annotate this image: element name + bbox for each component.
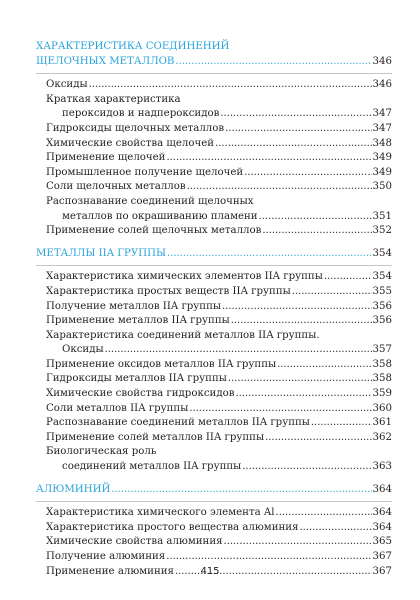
page-ref: 347 [372, 108, 392, 120]
dot-leader [222, 300, 372, 315]
page-ref: 359 [372, 388, 392, 400]
dot-leader [262, 224, 371, 239]
toc-entry[interactable] [36, 137, 392, 152]
entry-title: Применение металлов IIA группы [46, 315, 230, 327]
entry-title-line[interactable]: Распознавание соединений щелочных [46, 195, 254, 207]
dot-leader [105, 343, 372, 358]
toc-entry[interactable] [36, 122, 392, 137]
dot-leader [175, 55, 371, 70]
toc-entry[interactable] [36, 166, 392, 181]
entry-title: Соли металлов IIA группы [46, 402, 189, 414]
page-ref: 364 [372, 483, 392, 495]
entry-title-line[interactable]: Краткая характеристика [46, 93, 181, 105]
toc-section-aluminium [36, 483, 392, 580]
page-ref: 364 [372, 521, 392, 533]
page-ref: 347 [372, 122, 392, 134]
entry-title: Применение щелочей [46, 152, 166, 164]
entry-title-line: Оксиды [62, 344, 104, 356]
dot-leader [189, 402, 371, 417]
toc-entry[interactable] [36, 314, 392, 329]
entry-title: Получение металлов IIA группы [46, 300, 221, 312]
dot-leader [228, 372, 372, 387]
toc-entry[interactable] [36, 78, 392, 93]
entry-title: Распознавание соединений металлов IIA группы [46, 417, 310, 429]
dot-leader [175, 565, 372, 580]
toc-entry[interactable] [36, 387, 392, 402]
page-ref: 361 [372, 417, 392, 429]
toc-section-group-iia-metals [36, 247, 392, 475]
page-ref: 355 [372, 285, 392, 297]
entry-title-line: пероксидов и надпероксидов [62, 108, 220, 120]
page-ref: 364 [372, 507, 392, 519]
dot-leader [277, 358, 371, 373]
toc-section-alkali-compounds [36, 40, 392, 239]
entry-title: Характеристика простого вещества алюминия [46, 521, 299, 533]
section-divider [36, 501, 392, 502]
toc-entry[interactable] [36, 151, 392, 166]
page-ref: 354 [372, 271, 392, 283]
section-title-line: ЩЕЛОЧНЫХ МЕТАЛЛОВ [36, 55, 175, 67]
dot-leader [215, 137, 371, 152]
entry-title: Применение алюминия [46, 565, 174, 577]
toc-entry[interactable] [36, 285, 392, 300]
table-of-contents [36, 40, 392, 579]
toc-entry[interactable] [36, 402, 392, 417]
dot-leader [166, 550, 371, 565]
page-ref: 360 [372, 402, 392, 414]
page-ref: 358 [372, 373, 392, 385]
dot-leader [242, 460, 371, 475]
dot-leader [244, 166, 371, 181]
entry-title: Гидроксиды щелочных металлов [46, 122, 225, 134]
dot-leader [292, 285, 372, 300]
toc-entry[interactable] [36, 550, 392, 565]
entry-title-line[interactable]: Биологическая роль [46, 446, 157, 458]
page-ref: 346 [372, 79, 392, 91]
page-ref: 367 [372, 565, 392, 577]
page-ref: 352 [372, 225, 392, 237]
dot-leader [225, 122, 371, 137]
section-heading[interactable] [36, 483, 392, 498]
section-heading[interactable] [36, 247, 392, 262]
entry-title: Химические свойства алюминия [46, 536, 223, 548]
page-ref: 346 [372, 55, 392, 67]
section-divider [36, 73, 392, 74]
entry-title: Применение оксидов металлов IIA группы [46, 358, 277, 370]
entry-title-line: соединений металлов IIA группы [62, 461, 242, 473]
toc-entry[interactable] [36, 565, 392, 580]
entry-title: Применение солей металлов IIA группы [46, 431, 265, 443]
page-ref: 358 [372, 358, 392, 370]
toc-entry[interactable] [36, 431, 392, 446]
page-ref: 362 [372, 431, 392, 443]
section-heading[interactable] [36, 55, 392, 70]
toc-entry[interactable] [36, 535, 392, 550]
page-ref: 363 [372, 461, 392, 473]
dot-leader [231, 314, 372, 329]
dot-leader [276, 506, 372, 521]
entry-title: Химические свойства гидроксидов [46, 388, 235, 400]
entry-title: Оксиды [46, 79, 88, 91]
page-ref: 349 [372, 152, 392, 164]
dot-leader [224, 535, 372, 550]
toc-entry[interactable] [36, 224, 392, 239]
page-ref: 354 [372, 247, 392, 259]
toc-entry[interactable] [36, 416, 392, 431]
page-ref: 349 [372, 166, 392, 178]
entry-title: Получение алюминия [46, 551, 166, 562]
toc-entry[interactable] [36, 506, 392, 521]
section-divider [36, 265, 392, 266]
page-ref: 357 [372, 344, 392, 356]
toc-entry[interactable] [36, 300, 392, 315]
page-ref: 350 [372, 181, 392, 193]
entry-title: Применение солей щелочных металлов [46, 225, 262, 237]
section-title: МЕТАЛЛЫ IIA ГРУППЫ [36, 247, 167, 259]
entry-title-line[interactable]: Характеристика соединений металлов IIA группы. [46, 329, 320, 341]
page-number: 415 [200, 566, 220, 577]
dot-leader [311, 416, 372, 431]
dot-leader [89, 78, 372, 93]
toc-entry[interactable] [36, 210, 392, 225]
entry-title: Характеристика химических элементов IIA группы [46, 271, 323, 283]
toc-entry[interactable] [36, 343, 392, 358]
toc-entry[interactable] [36, 107, 392, 122]
toc-entry[interactable] [36, 372, 392, 387]
dot-leader [259, 210, 372, 225]
entry-title-line: металлов по окрашиванию пламени [62, 210, 258, 222]
entry-title: Химические свойства щелочей [46, 137, 215, 149]
dot-leader [167, 247, 372, 262]
dot-leader [220, 107, 371, 122]
entry-title: Промышленное получение щелочей [46, 166, 244, 178]
section-title-line[interactable]: ХАРАКТЕРИСТИКА СОЕДИНЕНИЙ [36, 41, 230, 52]
page-ref: 356 [372, 300, 392, 312]
dot-leader [324, 270, 372, 285]
page-ref: 365 [372, 536, 392, 548]
page-ref: 348 [372, 137, 392, 149]
toc-entry[interactable] [36, 358, 392, 373]
entry-title: Характеристика химического элемента Al [46, 507, 275, 519]
entry-title: Гидроксиды металлов IIA группы [46, 373, 227, 385]
toc-entry[interactable] [36, 270, 392, 285]
dot-leader [111, 483, 371, 498]
toc-entry[interactable] [36, 460, 392, 475]
toc-entry[interactable] [36, 180, 392, 195]
entry-title: Характеристика простых веществ IIA группы [46, 285, 291, 297]
entry-title: Соли щелочных металлов [46, 181, 186, 193]
dot-leader [265, 431, 371, 446]
page-ref: 356 [372, 315, 392, 327]
dot-leader [166, 151, 371, 166]
section-title: АЛЮМИНИЙ [36, 483, 111, 495]
toc-entry[interactable] [36, 521, 392, 536]
dot-leader [235, 387, 371, 402]
dot-leader [300, 521, 372, 536]
dot-leader [187, 180, 372, 195]
page-ref: 351 [372, 210, 392, 222]
page-ref: 367 [372, 551, 392, 562]
